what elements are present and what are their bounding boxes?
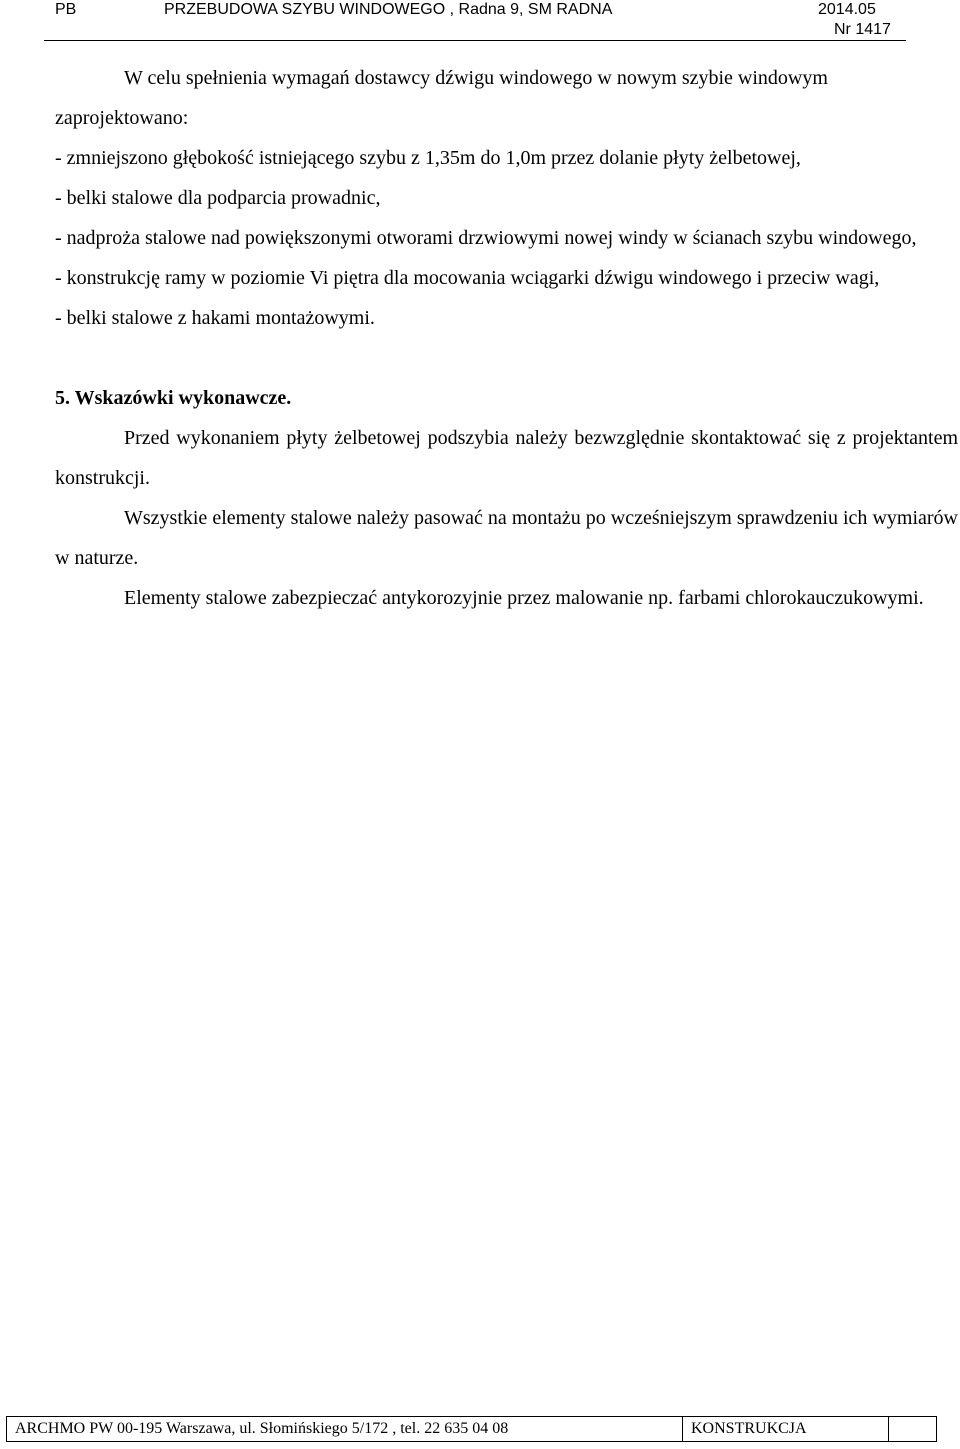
list-item: - belki stalowe z hakami montażowymi. (55, 307, 375, 329)
header-code: PB (55, 1, 77, 18)
footer-department: KONSTRUKCJA (683, 1417, 889, 1441)
page-header (0, 0, 960, 40)
header-date: 2014.05 (818, 1, 876, 18)
list-item: - konstrukcję ramy w poziomie Vi piętra dla mocowania wciągarki dźwigu windowego i przeciw wagi, (55, 267, 880, 289)
footer-page-cell (889, 1417, 936, 1441)
list-item: - belki stalowe dla podparcia prowadnic, (55, 187, 381, 209)
header-number: Nr 1417 (834, 21, 891, 38)
section-paragraph: Elementy stalowe zabezpieczać antykorozyjnie przez malowanie np. farbami chlorokauczukowymi. (124, 587, 924, 609)
list-item: - zmniejszono głębokość istniejącego szybu z 1,35m do 1,0m przez dolanie płyty żelbetowej, (55, 147, 801, 169)
header-divider (44, 40, 906, 41)
section-heading: 5. Wskazówki wykonawcze. (55, 387, 292, 409)
section-paragraph: Wszystkie elementy stalowe należy pasować na montażu po wcześniejszym sprawdzeniu ich wymiarów w naturze. (55, 507, 958, 569)
header-title: PRZEBUDOWA SZYBU WINDOWEGO , Radna 9, SM RADNA (164, 1, 613, 18)
footer-address: ARCHMO PW 00-195 Warszawa, ul. Słomińskiego 5/172 , tel. 22 635 04 08 (7, 1417, 683, 1441)
section-paragraph: Przed wykonaniem płyty żelbetowej podszybia należy bezwzględnie skontaktować się z projektantem konstrukcji. (55, 427, 958, 489)
intro-paragraph: W celu spełnienia wymagań dostawcy dźwigu windowego w nowym szybie windowym zaprojektowano: (55, 67, 828, 129)
page-footer (6, 1416, 937, 1442)
list-item: - nadproża stalowe nad powiększonymi otworami drzwiowymi nowej windy w ścianach szybu windowego, (55, 227, 917, 249)
document-body (55, 58, 958, 618)
